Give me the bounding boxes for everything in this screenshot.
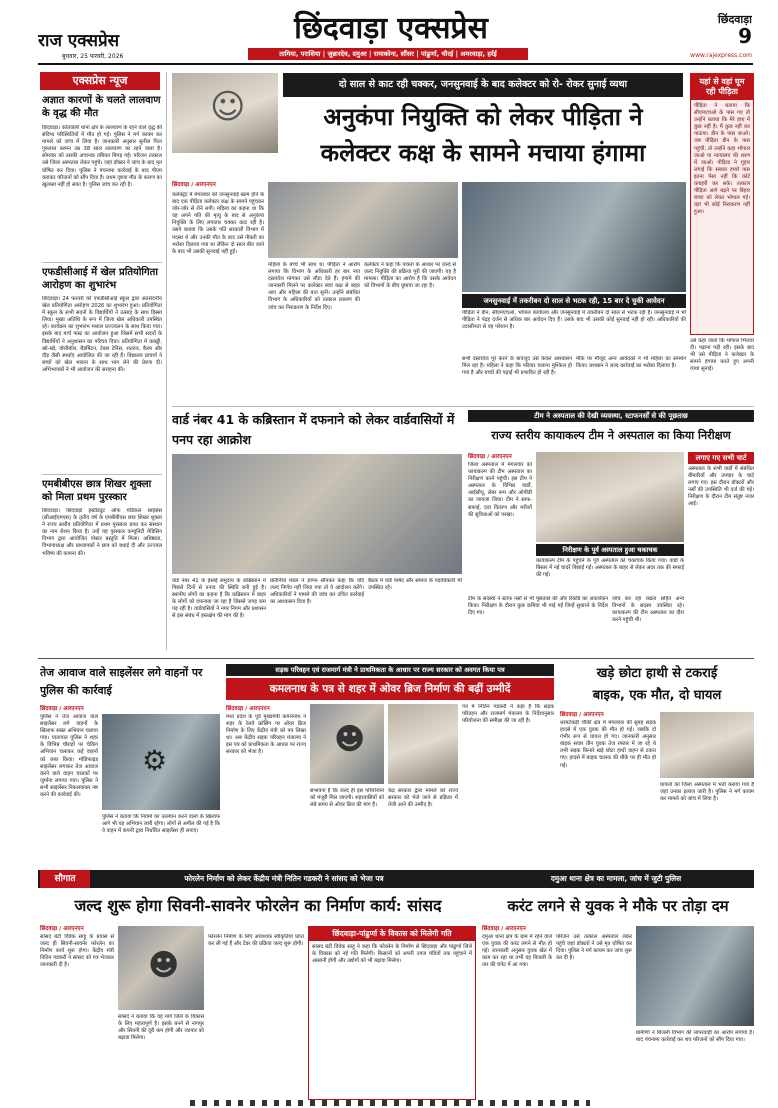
horizontal-rule: [172, 406, 754, 407]
lead-sketch-image: [172, 73, 278, 153]
ward-body2: प्रतिनिधि मंडल ने ज्ञापन सौंपकर कहा कि यदि जल्द निर्णय नहीं लिया गया तो वे आंदोलन करेंगे। अधिकारियों ने मामले की जांच कर उचित कार्रवाई का आश्वासन दिया है।: [270, 578, 364, 606]
lead-col2: महिला के बच्चे भी साथ थे। पीड़िता ने आरोप लगाया कि विभाग के अधिकारी हर बार नया दस्तावेज मांगकर उसे लौटा देते हैं। हंगामे की जानकारी मिलने पर कलेक्टर स्वयं कक्ष से बाहर आए और महिला की बात सुनी। उन्होंने संबंधित विभाग के अधिकारियों को तत्काल प्रकरण की जांच कर निराकरण के निर्देश दिए।: [268, 262, 360, 311]
accident-body2: घायलों को जिला अस्पताल में भर्ती कराया गया है जहां उनका इलाज जारी है। पुलिस ने मर्ग कायम कर मामले को जांच में लिया है।: [660, 782, 754, 803]
fourlane-box-title: छिंदवाड़ा-पांढुर्णा के विकास को मिलेगी गति: [309, 927, 475, 941]
siren-dateline: छिंदवाड़ा / आरएनएन: [40, 706, 84, 712]
siren-headline: तेज आवाज वाले साइलेंसर लगे वाहनों पर पुलिस की कार्रवाई: [40, 666, 203, 697]
masthead-rule: [38, 63, 753, 65]
ward-photo: [172, 454, 462, 574]
ward-body1: वार्ड नंबर 41 के ईसाई समुदाय के कब्रिस्तान में पिछले दिनों से तनाव की स्थिति बनी हुई है। स्थानीय लोगों का कहना है कि कब्रिस्तान में बाहर के लोगों को दफनाया जा रहा है जिससे जगह कम पड़ रही है। वार्डवासियों ने नगर निगम और प्रशासन से इस संबंध में हस्तक्षेप की मांग की है।: [172, 578, 266, 620]
bridge-dateline: छिंदवाड़ा / आरएनएन: [226, 706, 270, 712]
page-number: 9: [738, 24, 752, 48]
shock-photo: [636, 926, 754, 1026]
bridge-body2: संभावना है कि जल्द ही इस परियोजना को मंजूरी मिल जाएगी। शहरवासियों को लंबे समय से ओवर ब्रिज की मांग है।: [310, 788, 384, 809]
hospital-photo-caption: निरीक्षण के पूर्व अस्पताल हुआ चकाचक: [536, 544, 684, 556]
lead-headline-line1: अनुकंपा नियुक्ति को लेकर पीड़िता ने: [323, 102, 643, 131]
lead-kicker: दो साल से काट रही चक्कर, जनसुनवाई के बाद कलेक्टर को रो- रोकर सुनाई व्यथा: [283, 73, 683, 97]
lead-photo-caption-body: पीड़िता ने डीन, सीएमएचओ, भोपाल कार्यालय और जनसुनवाई में तकरीबन दो साल से भटक रही है। जनसुनवाई में भी पीड़िता ने पंद्रह दर्जन से अधिक बार आवेदन दिए हैं। उसके बाद भी उसकी कोई सुनवाई नहीं हो रही। अधिकारियों की उदासीनता से वह परेशान है।: [462, 310, 686, 331]
hospital-body1: जिला अस्पताल में मंगलवार को कायाकल्प की टीम अस्पताल का निरीक्षण करने पहुंची। इस टीम ने अस्पताल के विभिन्न वार्डों, आईसीयू, लेबर रूम और ओपीडी का जायजा लिया। टीम ने साफ-सफाई, दवा वितरण और मरीजों की सुविधाओं को परखा।: [468, 462, 532, 518]
ward-body3: बैठक में वार्ड पार्षद और समाज के पदाधिकारी भी उपस्थित रहे।: [368, 578, 462, 592]
lead-col4: सभी दस्तावेज पूरे करने के बावजूद उसे केवल आश्वासन मिल रहा है। महिला ने कहा कि परिवार चलाना मुश्किल हो गया है और बच्चों की पढ़ाई भी प्रभावित हो रही है।: [462, 356, 572, 377]
motorcycle-icon: ⚙: [142, 744, 168, 777]
shock-headline: करंट लगने से युवक ने मौके पर तोड़ा दम: [507, 897, 729, 915]
person-icon: ☻: [148, 948, 180, 983]
cities-strip: तामिया, परासिया | जुन्नारदेव, दमुआ | रामाकोना, सौंसर | पांढुर्णा, चौरई | अमरवाड़ा, हर्रई: [248, 48, 528, 60]
hospital-side-box: [688, 452, 754, 654]
siren-photo-motorcycle: [102, 714, 220, 810]
issue-date: बुधवार, 25 फरवरी, 2026: [62, 53, 124, 60]
sidebar-header: एक्सप्रेस न्यूज: [40, 72, 160, 90]
fourlane-body3: फोरलेन निर्माण के लिए आवश्यक स्वीकृतियां प्राप्त कर ली गई हैं और टेंडर की प्रक्रिया जल्द शुरू होगी।: [208, 934, 304, 948]
sidebar-divider: [42, 474, 162, 475]
accident-headline-line1: खड़े छोटा हाथी से टकराई: [596, 666, 718, 681]
fourlane-tag: सौगात: [40, 870, 90, 888]
sidebar-item3-title: एमबीबीएस छात्र शिखर शुक्ला को मिला प्रथम पुरस्कार: [42, 479, 152, 503]
bridge-headline: कमलनाथ के पत्र से शहर में ओवर ब्रिज निर्माण की बढ़ीं उम्मीदें: [226, 678, 554, 700]
lead-photo-crowd: [462, 182, 686, 292]
bridge-kicker: सड़क परिवहन एवं राजमार्ग मंत्री ने प्राथमिकता के आधार पर राज्य सरकार को अवगत किया पत्र: [226, 664, 554, 676]
hospital-photo: [536, 452, 684, 542]
fourlane-photo-mp: [118, 926, 204, 1010]
ward-headline: वार्ड नंबर 41 के कब्रिस्तान में दफनाने को लेकर वार्डवासियों में पनप रहा आक्रोश: [172, 412, 455, 447]
hospital-kicker: टीम ने अस्पताल की देखी व्यवस्था, स्टाफनर्सों से की पूछताछ: [468, 410, 754, 422]
fourlane-box: [308, 926, 476, 1100]
sidebar-item3-body: छिंदवाड़ा। छिंदवाड़ा इंस्टीट्यूट ऑफ मेडिकल साइंसेस (सीआईएमएस) के तृतीय वर्ष के एमबीबीएस छात्र शिखर शुक्ला ने राज्य स्तरीय प्रतियोगिता में प्रथम पुरस्कार प्राप्त कर संस्थान का नाम रोशन किया है। उन्हें यह पुरस्कार कम्युनिटी मेडिसिन विभाग द्वारा आयोजित पोस्टर प्रस्तुति में मिला। अधिष्ठाता, विभागाध्यक्ष और प्राध्यापकों ने छात्र को बधाई दी और उज्ज्वल भविष्य की कामना की।: [42, 508, 162, 557]
bridge-body3: केंद्र सरकार द्वारा मामले को राज्य सरकार को भेजे जाने से प्रक्रिया में तेजी आने की उम्मीद है।: [388, 788, 458, 809]
lead-photo-office: [268, 182, 458, 258]
siren-body: पुलिस ने तेज आवाज वाले साइलेंसर लगे वाहनों के खिलाफ सख्त अभियान चलाया गया। यातायात पुलिस ने शहर के विभिन्न चौराहों पर चेकिंग अभियान चलाकर कई वाहनों को जब्त किया। मॉडिफाइड साइलेंसर लगाकर तेज आवाज करने वाले वाहन चालकों पर जुर्माना लगाया गया। पुलिस ने सभी साइलेंसर निकलवाकर नष्ट करने की कार्रवाई की।: [40, 714, 98, 799]
bridge-body4: पत्र में नितिन गडकरी ने कहा है कि सड़क परिवहन और राजमार्ग मंत्रालय के निर्देशानुसार परियोजना की समीक्षा की जा रही है।: [462, 704, 554, 725]
sidebar-item1-body: छिंदवाड़ा। कोतवाली थाना क्षेत्र के लालवाण के रहने वाले वृद्ध की संदिग्ध परिस्थितियों में मौत हो गई। पुलिस ने मर्ग कायम कर मामले को जांच में लिया है। जानकारी अनुसार सुनील पिता गुरुलाल बरमन उम्र 38 साल लालवाण का रहने वाला है। सोमवार को उसकी अचानक तबियत बिगड़ गई। परिजन तत्काल उसे जिला अस्पताल लेकर पहुंचे। जहां डॉक्टर ने जांच के बाद मृत घोषित कर दिया। पुलिस ने पंचनामा कार्रवाई के बाद पीएम कराकर परिजनों को सौंप दिया है। प्रथम दृष्टया मौत के कारण का खुलासा नहीं हो सका है। पुलिस जांच कर रही है।: [42, 125, 162, 188]
fourlane-body2: सांसद ने बताया कि यह मार्ग जिले के विकास के लिए महत्वपूर्ण है। इसके बनने से नागपुर और सिवनी की दूरी कम होगी और व्यापार को बढ़ावा मिलेगा।: [118, 1014, 204, 1042]
hospital-side-body: अस्पताल के सभी वार्डों में संबंधित बीमारियों और उपचार के चार्ट लगाए गए। इस दौरान डॉक्टरों और नर्सों की उपस्थिति भी दर्ज की गई। निरीक्षण के दौरान टीम संतुष्ट नजर आई।: [688, 466, 754, 508]
hospital-body2: टीम के सदस्यों ने स्टाफ नर्सों से भी पूछताछ की और रिकॉर्ड का अवलोकन किया। निरीक्षण के दौरान कुछ कमियां भी पाई गईं जिन्हें सुधारने के निर्देश दिए गए।: [468, 596, 608, 617]
accident-dateline: छिंदवाड़ा / आरएनएन: [560, 712, 604, 718]
sidebar-item1-title: अज्ञात कारणों के चलते लालवाण के वृद्ध की मौत: [42, 95, 161, 119]
lead-col1: कलेक्ट्रेट में मंगलवार को जनसुनवाई खत्म होने के बाद एक पीड़िता कलेक्टर कक्ष के सामने पहुंचकर जोर-जोर से रोने लगी। महिला का कहना था कि वह अपने पति की मृत्यु के बाद से अनुकंपा नियुक्ति के लिए लगातार चक्कर काट रही है। उसने बताया कि उसके पति सरकारी विभाग में पदस्थ थे और उनकी मौत के बाद उसे नौकरी का भरोसा दिलाया गया था लेकिन दो साल बीत जाने के बाद भी उसकी सुनवाई नहीं हुई।: [172, 192, 264, 255]
accident-headline-line2: बाइक, एक मौत, दो घायल: [592, 688, 722, 703]
fourlane-body1: सांसद बंटी विवेक साहू के प्रयास से जल्द ही सिवनी-सावनेर फोरलेन का निर्माण कार्य शुरू होगा। केंद्रीय मंत्री नितिन गडकरी ने सांसद को पत्र भेजकर जानकारी दी है।: [40, 934, 114, 969]
person-sketch-icon: ☺: [210, 87, 246, 127]
bridge-body1: मध्य प्रदेश के पूर्व मुख्यमंत्री कमलनाथ ने शहर के रेलवे क्रॉसिंग पर ओवर ब्रिज निर्माण के लिए केंद्रीय मंत्री को पत्र लिखा था। अब केंद्रीय सड़क परिवहन मंत्रालय ने इस पत्र को प्राथमिकता के आधार पर राज्य सरकार को भेजा है।: [226, 714, 306, 756]
hospital-dateline: छिंदवाड़ा / आरएनएन: [468, 454, 512, 460]
fourlane-box-body: सांसद बंटी विवेक साहू ने कहा कि फोरलेन के निर्माण से छिंदवाड़ा और पांढुर्णा जिले के विकास को नई गति मिलेगी। किसानों को अपनी उपज मंडियों तक पहुंचाने में आसानी होगी और उद्योगों को भी बढ़ावा मिलेगा।: [312, 944, 472, 965]
lead-side-box: [690, 73, 754, 335]
lead-photo-caption-title: जनसुनवाई में तकरीबन दो साल से भटक रही, 15 बार दे चुकी आवेदन: [462, 294, 686, 308]
shock-body3: ग्रामीणों ने बिजली विभाग की लापरवाही का आरोप लगाया है। बाद पंचनामा कार्रवाई कर शव परिजनों को सौंप दिया गया।: [636, 1030, 754, 1044]
accident-photo: [660, 712, 754, 778]
sidebar-divider: [42, 262, 162, 263]
fourlane-kicker: फोरलेन निर्माण को लेकर केंद्रीय मंत्री नितिन गडकरी ने सांसद को भेजा पत्र: [184, 874, 384, 883]
hospital-side-title: लगाए गए सभी चार्ट: [688, 452, 754, 464]
sidebar-item2-body: छिंदवाड़ा। 24 फरवरी को एफडीसीआई स्कूल द्वारा अंतर्सदनीय खेल प्रतियोगिता आरोहण 2026 का शुभारंभ हुआ। प्रतियोगिता में स्कूल के सभी सदनों के विद्यार्थियों ने उत्साह के साथ हिस्सा लिया। मुख्य अतिथि के रूप में जिला खेल अधिकारी उपस्थित रहे। कार्यक्रम का शुभारंभ मशाल प्रज्ज्वलन के साथ किया गया। इसके बाद मार्च पास्ट का आयोजन हुआ जिसमें सभी सदनों के विद्यार्थियों ने अनुशासन का परिचय दिया। प्रतियोगिता में कबड्डी, खो-खो, वॉलीबॉल, बैडमिंटन, टेबल टेनिस, शतरंज, कैरम और दौड़ जैसी स्पर्धाएं आयोजित की जा रही हैं। विद्यालय प्राचार्य ने बच्चों को खेल भावना के साथ भाग लेने की प्रेरणा दी। अभिभावकों ने भी आयोजन की सराहना की।: [42, 296, 162, 373]
hospital-headline: राज्य स्तरीय कायाकल्प टीम ने अस्पताल का किया निरीक्षण: [491, 429, 731, 442]
column-rule: [166, 72, 167, 650]
lead-dateline: छिंदवाड़ा / आरएनएन: [172, 182, 216, 188]
shock-kicker: दमुआ थाना क्षेत्र का मामला, जांच में जुटी पुलिस: [550, 874, 682, 883]
registration-dots: [190, 1100, 590, 1106]
sidebar-item2-title: एफडीसीआई में खेल प्रतियोगिता आरोहण का शुभारंभ: [42, 267, 158, 291]
shock-body1: दमुआ थाना क्षेत्र के ग्राम में रहने वाले एक युवक की करंट लगने से मौत हो गई। जानकारी अनुसार युवक खेत में काम कर रहा था तभी वह बिजली के तार की चपेट में आ गया।: [482, 934, 552, 969]
city-name: छिंदवाड़ा: [717, 13, 752, 26]
bridge-photo-flyover: [388, 704, 458, 784]
side-box-body: पीड़िता ने बताया कि सीएमएचओ के पास गए तो उन्होंने बताया कि मेरे हाथ में कुछ नहीं है। मैं कुछ नहीं कर पाऊंगा। डीन के पास जाओ। जब पीड़िता डीन के पास पहुंची, तो उन्होंने कहा भोपाल जाओ या न्यायालय की शरण में जाओ। पीड़िता ने गुहार लगाई कि सबका हमारे पास इतना पैसा नहीं कि कोर्ट कचहरी कर सके। तत्काल पीड़िता आगे बढ़ने पर बिहार बच्चा को लेकर भोपाल गई। वहां भी कोई निराकरण नहीं हुआ।: [694, 103, 750, 216]
shock-dateline: छिंदवाड़ा / आरएनएन: [482, 926, 526, 932]
fourlane-headline: जल्द शुरू होगा सिवनी-सावनेर फोरलेन का निर्माण कार्य: सांसद: [74, 896, 442, 915]
accident-body: धरमटेकड़ी चौकी क्षेत्र में मंगलवार की सुबह सड़क हादसे में एक युवक की मौत हो गई। जबकि दो गंभीर रूप से घायल हो गए। जानकारी अनुसार बाइक सवार तीन युवक तेज रफ्तार में जा रहे थे तभी सड़क किनारे खड़े छोटा हाथी वाहन से टकरा गए। हादसे में बाइक चालक की मौके पर ही मौत हो गई।: [560, 720, 656, 769]
section-rule: [38, 658, 754, 659]
hospital-bottom: जांच कर रहा रखता सहित अन्य विभागों के सदस्य उपस्थित रहे। कायाकल्प की टीम अस्पताल का दौरा करने पहुंची थी।: [612, 596, 684, 624]
side-box-title: यहां से वहां घूम रही पीड़िता: [691, 74, 753, 100]
hospital-caption-body: कायाकल्प टीम के पहुंचने के पूर्व अस्पताल को चकाचक किया गया। वार्डों के बिस्तर में नई चादरें बिछाई गईं। अस्पताल के बाहर से लेकर अंदर तक की सफाई की गई।: [536, 558, 684, 579]
shock-body2: परिजन उसे तत्काल अस्पताल लेकर पहुंचे जहां डॉक्टरों ने उसे मृत घोषित कर दिया। पुलिस ने मर्ग कायम कर जांच शुरू कर दी है।: [556, 934, 632, 962]
lead-bottom-strip: उसे कहा जाता कि भोपाल भिजवा दी। पढ़ाना पड़ी रही। इसके बाद भी उसे पीड़िता ने कलेक्टर के सामने हंगामा करते हुए अपनी व्यथा सुनाई।: [690, 338, 754, 373]
page-title: छिंदवाड़ा एक्सप्रेस: [294, 11, 488, 46]
person-icon: ☻: [334, 722, 366, 757]
website[interactable]: www.rajexpress.com: [690, 52, 752, 59]
lead-headline-line2: कलेक्टर कक्ष के सामने मचाया हंगामा: [320, 138, 646, 167]
fourlane-dateline: छिंदवाड़ा / आरएनएन: [40, 926, 84, 932]
brand-left: राज एक्सप्रेस: [38, 31, 120, 50]
lead-col5: मौके पर मौजूद अन्य आवेदकों ने भी महिला का समर्थन किया। प्रशासन ने जल्द कार्रवाई का भरोसा दिलाया है।: [576, 356, 686, 370]
lead-col3: कलेक्टर ने कहा कि पात्रता के आधार पर जल्द से जल्द नियुक्ति की प्रक्रिया पूरी की जाएगी। यह है मामला। पीड़िता का आरोप है कि उसके आवेदन को विभागों के बीच घुमाया जा रहा है।: [364, 262, 456, 290]
bridge-photo-portrait: [310, 704, 384, 784]
siren-body2: पुलिस ने बताया कि नियमों का उल्लंघन करने वालों के खिलाफ आगे भी यह अभियान जारी रहेगा। लोगों से अपील की गई है कि वे वाहन में कंपनी द्वारा निर्धारित साइलेंसर ही लगाएं।: [102, 814, 220, 835]
